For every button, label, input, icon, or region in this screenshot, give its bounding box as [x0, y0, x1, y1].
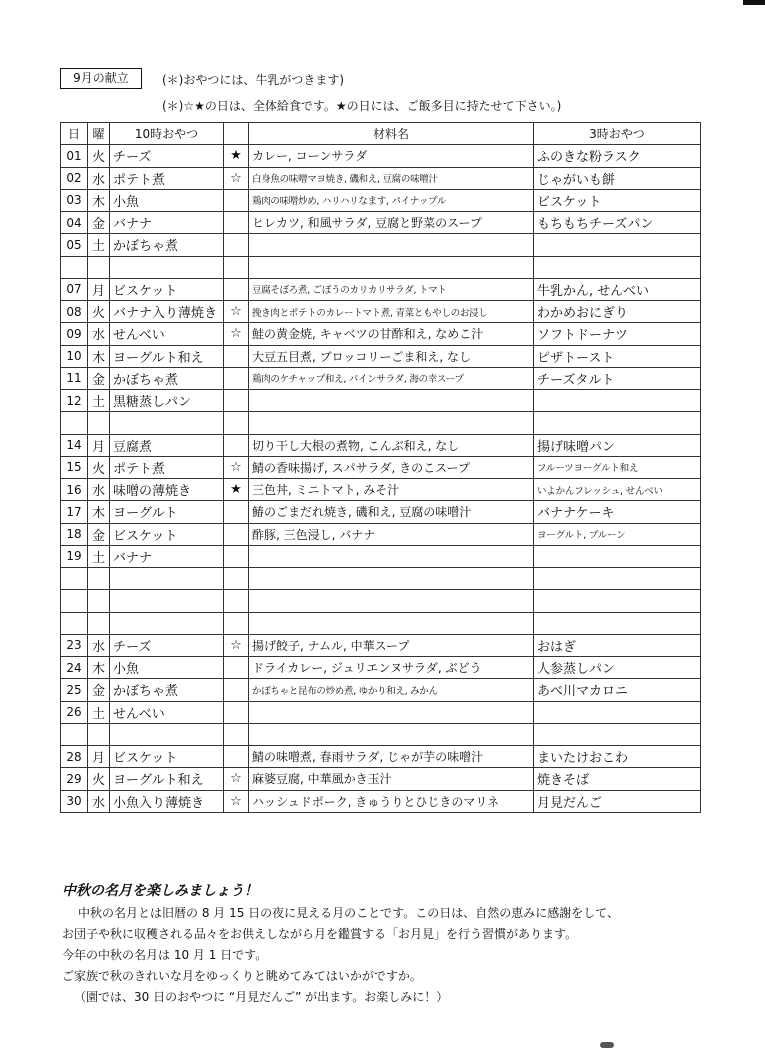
snack10-cell: [110, 723, 224, 745]
table-row: [61, 523, 701, 545]
materials-cell: 三色丼, ミニトマト, みそ汁: [249, 479, 534, 501]
weekday-cell: 火: [88, 301, 110, 323]
snack10-cell: 味噌の薄焼き: [110, 479, 224, 501]
snack3-cell: [534, 412, 701, 434]
snack10-cell: チーズ: [110, 634, 224, 656]
snack3-cell: [534, 568, 701, 590]
mark-cell: ☆: [224, 323, 249, 345]
mark-cell: [224, 545, 249, 567]
header-snack10: 10時おやつ: [110, 123, 224, 145]
table-row: [61, 167, 701, 189]
mark-cell: [224, 590, 249, 612]
snack3-cell: ソフトドーナツ: [534, 323, 701, 345]
table-row: [61, 212, 701, 234]
snack3-cell: いよかんフレッシュ, せんべい: [534, 479, 701, 501]
materials-cell: 鯖の香味揚げ, スパサラダ, きのこスープ: [249, 456, 534, 478]
menu-table: [60, 122, 701, 813]
materials-cell: [249, 234, 534, 256]
day-cell: 17: [61, 501, 88, 523]
mark-cell: ★: [224, 479, 249, 501]
day-cell: 26: [61, 701, 88, 723]
snack10-cell: バナナ: [110, 212, 224, 234]
essay-line: お団子や秋に収穫される品々をお供えしながら月を鑑賞する「お月見」を行う習慣があります。: [62, 927, 578, 941]
table-row: [61, 301, 701, 323]
menu-body: [61, 145, 701, 813]
snack10-cell: [110, 612, 224, 634]
day-cell: 10: [61, 345, 88, 367]
table-row: [61, 390, 701, 412]
materials-cell: [249, 590, 534, 612]
day-cell: 19: [61, 545, 88, 567]
mark-cell: [224, 701, 249, 723]
snack3-cell: ヨーグルト, ブルーン: [534, 523, 701, 545]
snack3-cell: [534, 612, 701, 634]
day-cell: 15: [61, 456, 88, 478]
mark-cell: [224, 189, 249, 211]
snack10-cell: ポテト煮: [110, 167, 224, 189]
weekday-cell: 土: [88, 701, 110, 723]
materials-cell: ハッシュドポーク, きゅうりとひじきのマリネ: [249, 790, 534, 812]
materials-cell: 豆腐そぼろ煮, ごぼうのカリカリサラダ, トマト: [249, 278, 534, 300]
snack10-cell: せんべい: [110, 323, 224, 345]
mark-cell: ☆: [224, 301, 249, 323]
day-cell: 14: [61, 434, 88, 456]
table-row: [61, 612, 701, 634]
snack10-cell: ヨーグルト和え: [110, 345, 224, 367]
table-row: [61, 545, 701, 567]
snack3-cell: ふのきな粉ラスク: [534, 145, 701, 167]
snack3-cell: あべ川マカロニ: [534, 679, 701, 701]
essay-line: 中秋の名月とは旧暦の 8 月 15 日の夜に見える月のことです。この日は、自然の恵みに感謝をして、: [78, 906, 619, 920]
snack10-cell: [110, 256, 224, 278]
snack3-cell: [534, 234, 701, 256]
mark-cell: [224, 723, 249, 745]
table-row: [61, 256, 701, 278]
snack10-cell: バナナ: [110, 545, 224, 567]
weekday-cell: 土: [88, 390, 110, 412]
day-cell: 29: [61, 768, 88, 790]
snack10-cell: かぼちゃ煮: [110, 679, 224, 701]
snack3-cell: ビスケット: [534, 189, 701, 211]
day-cell: [61, 590, 88, 612]
snack10-cell: [110, 590, 224, 612]
table-row: [61, 746, 701, 768]
materials-cell: [249, 568, 534, 590]
paper-scuff: [600, 1042, 614, 1048]
table-row: [61, 278, 701, 300]
snack3-cell: 牛乳かん, せんべい: [534, 278, 701, 300]
materials-cell: [249, 723, 534, 745]
snack3-cell: [534, 545, 701, 567]
snack3-cell: 揚げ味噌パン: [534, 434, 701, 456]
header-day: 日: [61, 123, 88, 145]
day-cell: 12: [61, 390, 88, 412]
weekday-cell: 水: [88, 323, 110, 345]
weekday-cell: 土: [88, 234, 110, 256]
snack3-cell: [534, 390, 701, 412]
day-cell: 18: [61, 523, 88, 545]
mark-cell: ☆: [224, 456, 249, 478]
snack3-cell: 月見だんご: [534, 790, 701, 812]
day-cell: 09: [61, 323, 88, 345]
table-row: [61, 367, 701, 389]
table-row: [61, 723, 701, 745]
snack10-cell: かぼちゃ煮: [110, 234, 224, 256]
table-row: [61, 234, 701, 256]
table-row: [61, 701, 701, 723]
snack3-cell: [534, 590, 701, 612]
snack3-cell: もちもちチーズパン: [534, 212, 701, 234]
snack10-cell: [110, 412, 224, 434]
day-cell: 07: [61, 278, 88, 300]
materials-cell: [249, 390, 534, 412]
materials-cell: 切り干し大根の煮物, こんぶ和え, なし: [249, 434, 534, 456]
mark-cell: [224, 234, 249, 256]
materials-cell: カレー, コーンサラダ: [249, 145, 534, 167]
materials-cell: ヒレカツ, 和風サラダ, 豆腐と野菜のスープ: [249, 212, 534, 234]
materials-cell: 鮭の黄金焼, キャベツの甘酢和え, なめこ汁: [249, 323, 534, 345]
day-cell: 24: [61, 657, 88, 679]
snack10-cell: かぼちゃ煮: [110, 367, 224, 389]
materials-cell: 酢豚, 三色浸し, バナナ: [249, 523, 534, 545]
day-cell: [61, 412, 88, 434]
snack3-cell: 人参蒸しパン: [534, 657, 701, 679]
day-cell: 05: [61, 234, 88, 256]
day-cell: [61, 612, 88, 634]
snack10-cell: せんべい: [110, 701, 224, 723]
mark-cell: ☆: [224, 634, 249, 656]
table-row: [61, 189, 701, 211]
day-cell: [61, 256, 88, 278]
materials-cell: 大豆五目煮, ブロッコリーごま和え, なし: [249, 345, 534, 367]
materials-cell: 白身魚の味噌マヨ焼き, 磯和え, 豆腐の味噌汁: [249, 167, 534, 189]
essay-line: ご家族で秋のきれいな月をゆっくりと眺めてみてはいかがですか。: [62, 969, 422, 983]
table-row: [61, 479, 701, 501]
weekday-cell: 金: [88, 679, 110, 701]
day-cell: 08: [61, 301, 88, 323]
header-materials: 材料名: [249, 123, 534, 145]
day-cell: 01: [61, 145, 88, 167]
snack10-cell: バナナ入り薄焼き: [110, 301, 224, 323]
day-cell: [61, 568, 88, 590]
mark-cell: ★: [224, 145, 249, 167]
header-snack3: 3時おやつ: [534, 123, 701, 145]
table-header-row: [61, 123, 701, 145]
weekday-cell: 木: [88, 189, 110, 211]
snack10-cell: ビスケット: [110, 278, 224, 300]
essay-title: 中秋の名月を楽しみましょう！: [62, 883, 258, 899]
table-row: [61, 323, 701, 345]
mark-cell: [224, 212, 249, 234]
weekday-cell: [88, 612, 110, 634]
table-row: [61, 145, 701, 167]
snack3-cell: フルーツヨーグルト和え: [534, 456, 701, 478]
essay-line: 今年の中秋の名月は 10 月 1 日です。: [62, 948, 268, 962]
mark-cell: [224, 412, 249, 434]
mark-cell: ☆: [224, 768, 249, 790]
mark-cell: [224, 345, 249, 367]
weekday-cell: 火: [88, 456, 110, 478]
table-row: [61, 456, 701, 478]
day-cell: 03: [61, 189, 88, 211]
snack3-cell: [534, 723, 701, 745]
materials-cell: [249, 701, 534, 723]
day-cell: 16: [61, 479, 88, 501]
table-row: [61, 412, 701, 434]
corner-mark: [743, 0, 765, 5]
materials-cell: 挽き肉とポテトのカレートマト煮, 青菜ともやしのお浸し: [249, 301, 534, 323]
table-row: [61, 657, 701, 679]
materials-cell: 鶏肉のケチャップ和え, パインサラダ, 海の幸スープ: [249, 367, 534, 389]
materials-cell: 鰆のごまだれ焼き, 磯和え, 豆腐の味噌汁: [249, 501, 534, 523]
mark-cell: [224, 612, 249, 634]
day-cell: 30: [61, 790, 88, 812]
snack10-cell: ヨーグルト: [110, 501, 224, 523]
materials-cell: かぼちゃと昆布の炒め煮, ゆかり和え, みかん: [249, 679, 534, 701]
essay-line: （園では、30 日のおやつに “月見だんご” が出ます。お楽しみに！）: [74, 990, 449, 1004]
snack10-cell: [110, 568, 224, 590]
weekday-cell: 月: [88, 746, 110, 768]
day-cell: 02: [61, 167, 88, 189]
weekday-cell: 水: [88, 790, 110, 812]
table-row: [61, 679, 701, 701]
table-row: [61, 568, 701, 590]
weekday-cell: 金: [88, 212, 110, 234]
mark-cell: [224, 679, 249, 701]
snack3-cell: バナナケーキ: [534, 501, 701, 523]
table-row: [61, 434, 701, 456]
milk-note: (＊)おやつには、牛乳がつきます): [162, 73, 345, 87]
materials-cell: [249, 256, 534, 278]
weekday-cell: 金: [88, 367, 110, 389]
snack10-cell: 豆腐煮: [110, 434, 224, 456]
mark-cell: [224, 390, 249, 412]
weekday-cell: 木: [88, 501, 110, 523]
snack10-cell: ビスケット: [110, 523, 224, 545]
month-label: 9月の献立: [60, 68, 142, 89]
weekday-cell: 水: [88, 167, 110, 189]
weekday-cell: 木: [88, 657, 110, 679]
weekday-cell: 月: [88, 434, 110, 456]
day-cell: 28: [61, 746, 88, 768]
snack10-cell: ビスケット: [110, 746, 224, 768]
snack3-cell: じゃがいも餅: [534, 167, 701, 189]
table-row: [61, 790, 701, 812]
materials-cell: 鶏肉の味噌炒め, ハリハリなます, パイナップル: [249, 189, 534, 211]
mark-cell: ☆: [224, 167, 249, 189]
weekday-cell: 火: [88, 145, 110, 167]
weekday-cell: [88, 412, 110, 434]
table-row: [61, 590, 701, 612]
materials-cell: 鯖の味噌煮, 春雨サラダ, じゃが芋の味噌汁: [249, 746, 534, 768]
table-row: [61, 345, 701, 367]
weekday-cell: 木: [88, 345, 110, 367]
weekday-cell: 金: [88, 523, 110, 545]
mark-cell: [224, 367, 249, 389]
snack3-cell: 焼きそば: [534, 768, 701, 790]
header-mark: [224, 123, 249, 145]
day-cell: 04: [61, 212, 88, 234]
mark-cell: ☆: [224, 790, 249, 812]
mark-cell: [224, 501, 249, 523]
day-cell: 23: [61, 634, 88, 656]
snack3-cell: わかめおにぎり: [534, 301, 701, 323]
weekday-cell: [88, 590, 110, 612]
day-cell: 11: [61, 367, 88, 389]
snack3-cell: [534, 256, 701, 278]
weekday-cell: 土: [88, 545, 110, 567]
mark-cell: [224, 256, 249, 278]
snack10-cell: ヨーグルト和え: [110, 768, 224, 790]
snack10-cell: 小魚入り薄焼き: [110, 790, 224, 812]
table-row: [61, 634, 701, 656]
materials-cell: [249, 412, 534, 434]
snack10-cell: 黒糖蒸しパン: [110, 390, 224, 412]
star-note: (＊)☆★の日は、全体給食です。★の日には、ご飯多目に持たせて下さい。): [162, 99, 562, 113]
mark-cell: [224, 523, 249, 545]
snack3-cell: チーズタルト: [534, 367, 701, 389]
header-weekday: 曜: [88, 123, 110, 145]
mark-cell: [224, 657, 249, 679]
materials-cell: [249, 545, 534, 567]
table-row: [61, 768, 701, 790]
weekday-cell: 水: [88, 479, 110, 501]
snack10-cell: チーズ: [110, 145, 224, 167]
weekday-cell: 火: [88, 768, 110, 790]
mark-cell: [224, 434, 249, 456]
snack3-cell: まいたけおこわ: [534, 746, 701, 768]
day-cell: [61, 723, 88, 745]
weekday-cell: 水: [88, 634, 110, 656]
snack10-cell: 小魚: [110, 189, 224, 211]
materials-cell: 揚げ餃子, ナムル, 中華スープ: [249, 634, 534, 656]
weekday-cell: 月: [88, 278, 110, 300]
materials-cell: ドライカレー, ジュリエンヌサラダ, ぶどう: [249, 657, 534, 679]
snack10-cell: ポテト煮: [110, 456, 224, 478]
table-row: [61, 501, 701, 523]
materials-cell: [249, 612, 534, 634]
snack3-cell: おはぎ: [534, 634, 701, 656]
materials-cell: 麻婆豆腐, 中華風かき玉汁: [249, 768, 534, 790]
snack10-cell: 小魚: [110, 657, 224, 679]
mark-cell: [224, 278, 249, 300]
snack3-cell: ピザトースト: [534, 345, 701, 367]
mark-cell: [224, 568, 249, 590]
weekday-cell: [88, 723, 110, 745]
weekday-cell: [88, 256, 110, 278]
snack3-cell: [534, 701, 701, 723]
mark-cell: [224, 746, 249, 768]
weekday-cell: [88, 568, 110, 590]
day-cell: 25: [61, 679, 88, 701]
